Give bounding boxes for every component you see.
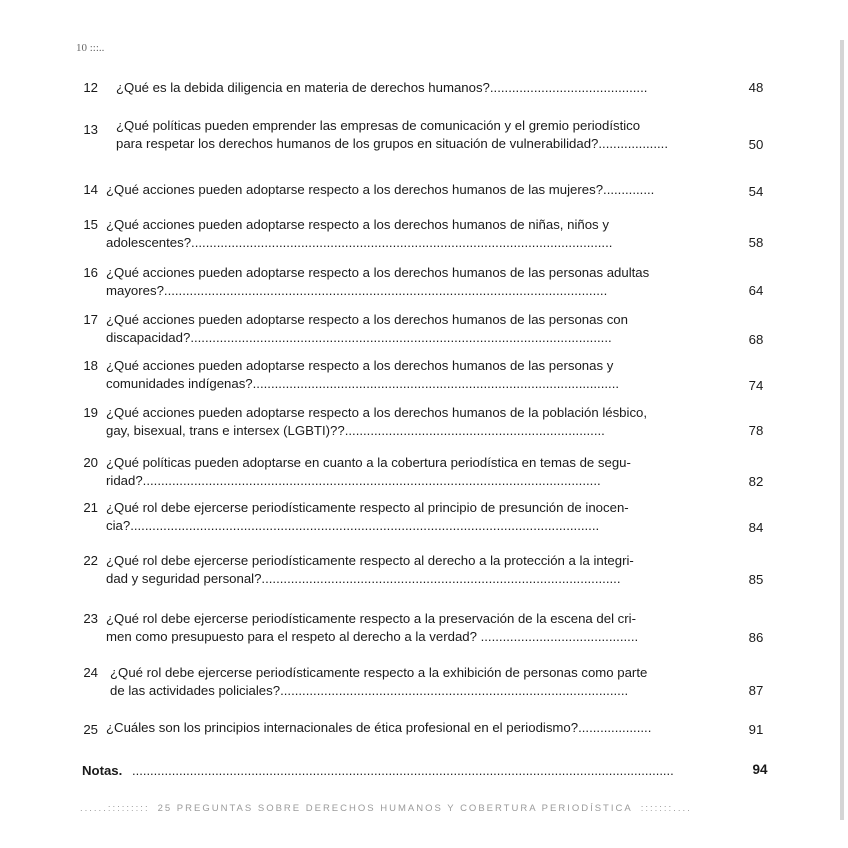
entry-title: ¿Qué acciones pueden adoptarse respecto a los derechos humanos de las personas con discapacidad?................................................................................................................... [106, 312, 628, 345]
entry-page: 82 [748, 474, 764, 489]
entry-number: 14 [83, 182, 98, 197]
entry-number: 15 [83, 217, 98, 232]
entry-number: 19 [83, 405, 98, 420]
entry-page: 78 [748, 423, 764, 438]
footer-left-dots: ......::::::::: [80, 803, 150, 814]
entry-page: 91 [748, 722, 764, 737]
entry-title: ¿Qué rol debe ejercerse periodísticamente respecto a la exhibición de personas como parte de las actividades policiales?............................................................................................... [110, 665, 648, 698]
entry-title: ¿Qué rol debe ejercerse periodísticamente respecto al principio de presunción de inocen- cia?................................................................................................................................ [106, 500, 629, 533]
entry-page: 87 [748, 683, 764, 698]
entry-page: 54 [748, 184, 764, 199]
entry-number: 18 [83, 358, 98, 373]
notes-page: 94 [752, 762, 768, 777]
entry-number: 23 [83, 611, 98, 626]
entry-title: ¿Qué acciones pueden adoptarse respecto a los derechos humanos de niñas, niños y adolescentes?................................................................................................................... [106, 217, 613, 250]
notes-leader-dots: ...................................................................................................................................................... [132, 763, 674, 778]
entry-title: ¿Qué acciones pueden adoptarse respecto a los derechos humanos de las mujeres?.............. [106, 182, 655, 197]
entry-page: 84 [748, 520, 764, 535]
entry-title: ¿Qué acciones pueden adoptarse respecto a los derechos humanos de la población lésbico, gay, bisexual, trans e intersex (LGBTI)??....................................................................... [106, 405, 648, 438]
entry-title: ¿Qué rol debe ejercerse periodísticamente respecto al derecho a la protección a la integri- dad y seguridad personal?.................................................................................................. [106, 553, 634, 586]
entry-number: 17 [83, 312, 98, 327]
entry-number: 25 [83, 722, 98, 737]
entry-title: ¿Qué acciones pueden adoptarse respecto a los derechos humanos de las personas y comunidades indígenas?.................................................................................................... [106, 358, 620, 391]
footer-title: 25 PREGUNTAS SOBRE DERECHOS HUMANOS Y COBERTURA PERIODÍSTICA [157, 803, 633, 814]
page-number: 10 :::.. [76, 42, 105, 54]
entry-page: 68 [748, 332, 764, 347]
entry-number: 13 [83, 122, 98, 137]
entry-title: ¿Qué políticas pueden emprender las empresas de comunicación y el gremio periodístico para respetar los derechos humanos de los grupos en situación de vulnerabilidad?................... [116, 118, 668, 151]
notes-label[interactable]: Notas. [82, 763, 123, 778]
entry-number: 22 [83, 553, 98, 568]
entry-page: 86 [748, 630, 764, 645]
page-edge-shadow [840, 40, 844, 820]
entry-number: 24 [83, 665, 98, 680]
entry-title: ¿Cuáles son los principios internacionales de ética profesional en el periodismo?.................... [106, 720, 652, 735]
entry-title: ¿Qué acciones pueden adoptarse respecto a los derechos humanos de las personas adultas mayores?......................................................................................................................... [106, 265, 650, 298]
entry-number: 16 [83, 265, 98, 280]
entry-number: 12 [83, 80, 98, 95]
running-footer [80, 803, 770, 814]
entry-page: 58 [748, 235, 764, 250]
entry-title: ¿Qué políticas pueden adoptarse en cuanto a la cobertura periodística en temas de segu- ridad?............................................................................................................................. [106, 455, 631, 488]
entry-page: 50 [748, 137, 764, 152]
footer-right-dots: :::::::.... [640, 803, 692, 814]
entry-page: 85 [748, 572, 764, 587]
entry-title: ¿Qué rol debe ejercerse periodísticamente respecto a la preservación de la escena del cri- men como presupuesto para el respeto al derecho a la verdad? ........................................... [106, 611, 639, 644]
entry-page: 74 [748, 378, 764, 393]
entry-page: 48 [748, 80, 764, 95]
entry-number: 21 [83, 500, 98, 515]
entry-title: ¿Qué es la debida diligencia en materia de derechos humanos?........................................... [116, 80, 648, 95]
entry-number: 20 [83, 455, 98, 470]
entry-page: 64 [748, 283, 764, 298]
